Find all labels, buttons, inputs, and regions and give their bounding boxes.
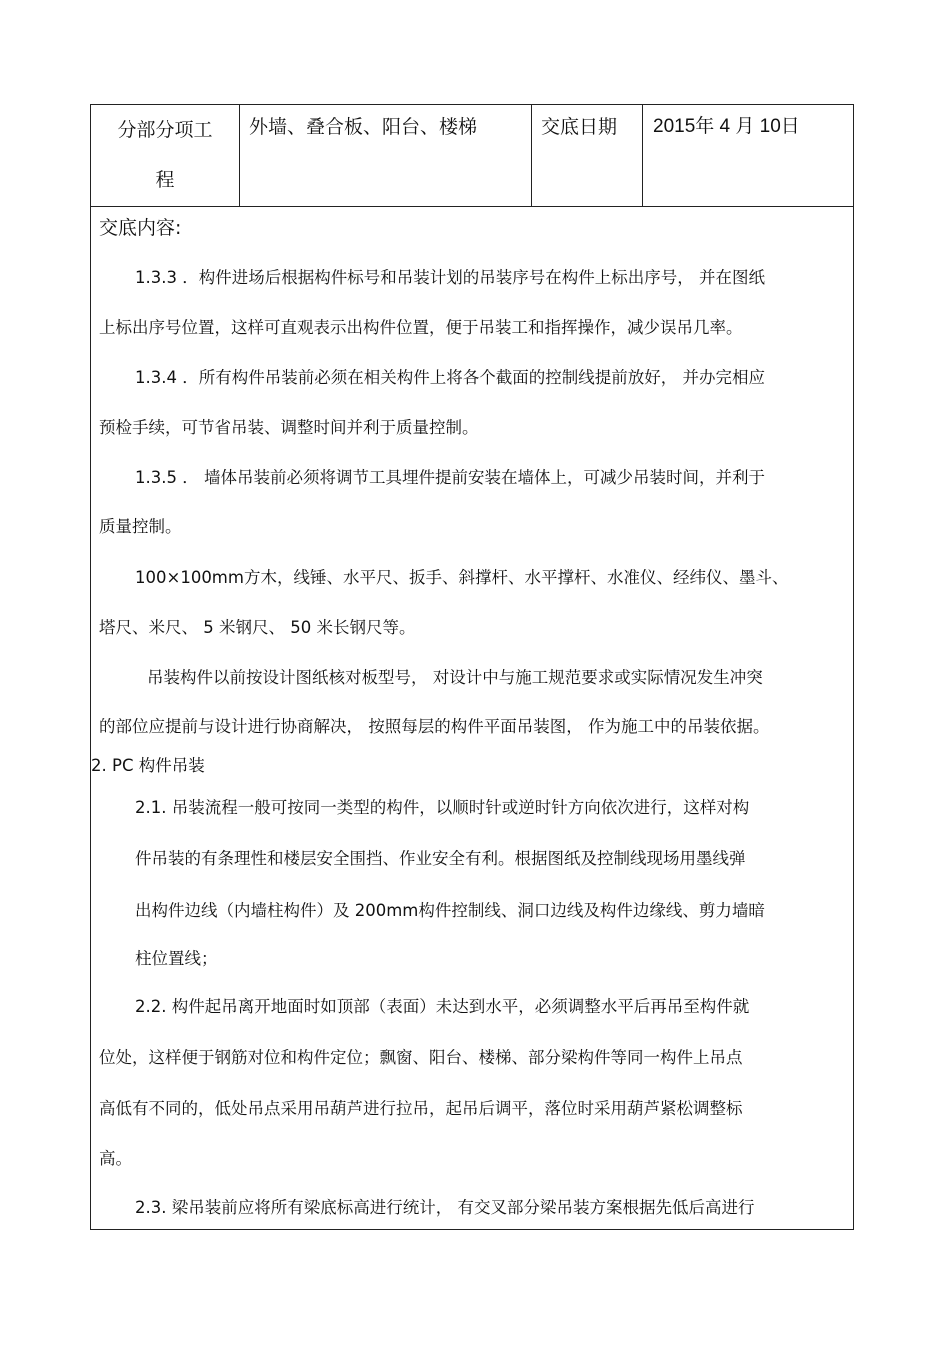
content-line: 的部位应提前与设计进行协商解决， 按照每层的构件平面吊装图， 作为施工中的吊装依据。 [99,717,770,736]
content-line: 1.3.5 ． 墙体吊装前必须将调节工具埋件提前安装在墙体上，可减少吊装时间，并利于 [135,468,765,487]
content-line: 高低有不同的，低处吊点采用吊葫芦进行拉吊，起吊后调平，落位时采用葫芦紧松调整标 [99,1099,743,1118]
content-line: 100×100mm方木，线锤、水平尺、扳手、斜撑杆、水平撑杆、水准仪、经纬仪、墨斗、 [135,568,789,587]
header-row [91,105,853,207]
section-label [91,105,239,206]
disclosure-form [90,104,854,1230]
content-line: 高。 [99,1149,132,1168]
content-line: 件吊装的有条理性和楼层安全围挡、作业安全有利。根据图纸及控制线现场用墨线弹 [135,849,746,868]
content-line: 1.3.4 ．所有构件吊装前必须在相关构件上将各个截面的控制线提前放好， 并办完相应 [135,368,765,387]
column-divider [642,105,643,206]
content-line: 2.2. 构件起吊离开地面时如顶部（表面）未达到水平，必须调整水平后再吊至构件就 [135,997,750,1016]
content-line: 位处，这样便于钢筋对位和构件定位；飘窗、阳台、楼梯、部分梁构件等同一构件上吊点 [99,1048,743,1067]
content-label: 交底内容: [99,217,182,239]
date-value: 2015年 4 月 10日 [653,116,800,137]
content-line: 质量控制。 [99,517,182,536]
content-line: 1.3.3 ．构件进场后根据构件标号和吊装计划的吊装序号在构件上标出序号， 并在图纸 [135,268,765,287]
content-line: 吊装构件以前按设计图纸核对板型号， 对设计中与施工规范要求或实际情况发生冲突 [147,668,763,687]
column-divider [531,105,532,206]
section-label-line1: 分部分项工 [117,119,213,141]
content-line: 塔尺、米尺、 5 米钢尺、 50 米长钢尺等。 [99,618,416,637]
content-line: 2. PC 构件吊装 [91,756,205,775]
content-line: 2.3. 梁吊装前应将所有梁底标高进行统计， 有交叉部分梁吊装方案根据先低后高进行 [135,1198,755,1217]
section-label-line2: 程 [155,169,175,191]
section-value: 外墙、叠合板、阳台、楼梯 [249,116,478,138]
content-line: 柱位置线； [135,949,218,968]
content-line: 出构件边线（内墙柱构件）及 200mm构件控制线、洞口边线及构件边缘线、剪力墙暗 [135,901,765,920]
content-line: 上标出序号位置，这样可直观表示出构件位置，便于吊装工和指挥操作，减少误吊几率。 [99,318,743,337]
content-line: 预检手续，可节省吊装、调整时间并利于质量控制。 [99,418,479,437]
date-label: 交底日期 [541,116,618,138]
content-line: 2.1. 吊装流程一般可按同一类型的构件，以顺时针或逆时针方向依次进行，这样对构 [135,798,750,817]
column-divider [239,105,240,206]
